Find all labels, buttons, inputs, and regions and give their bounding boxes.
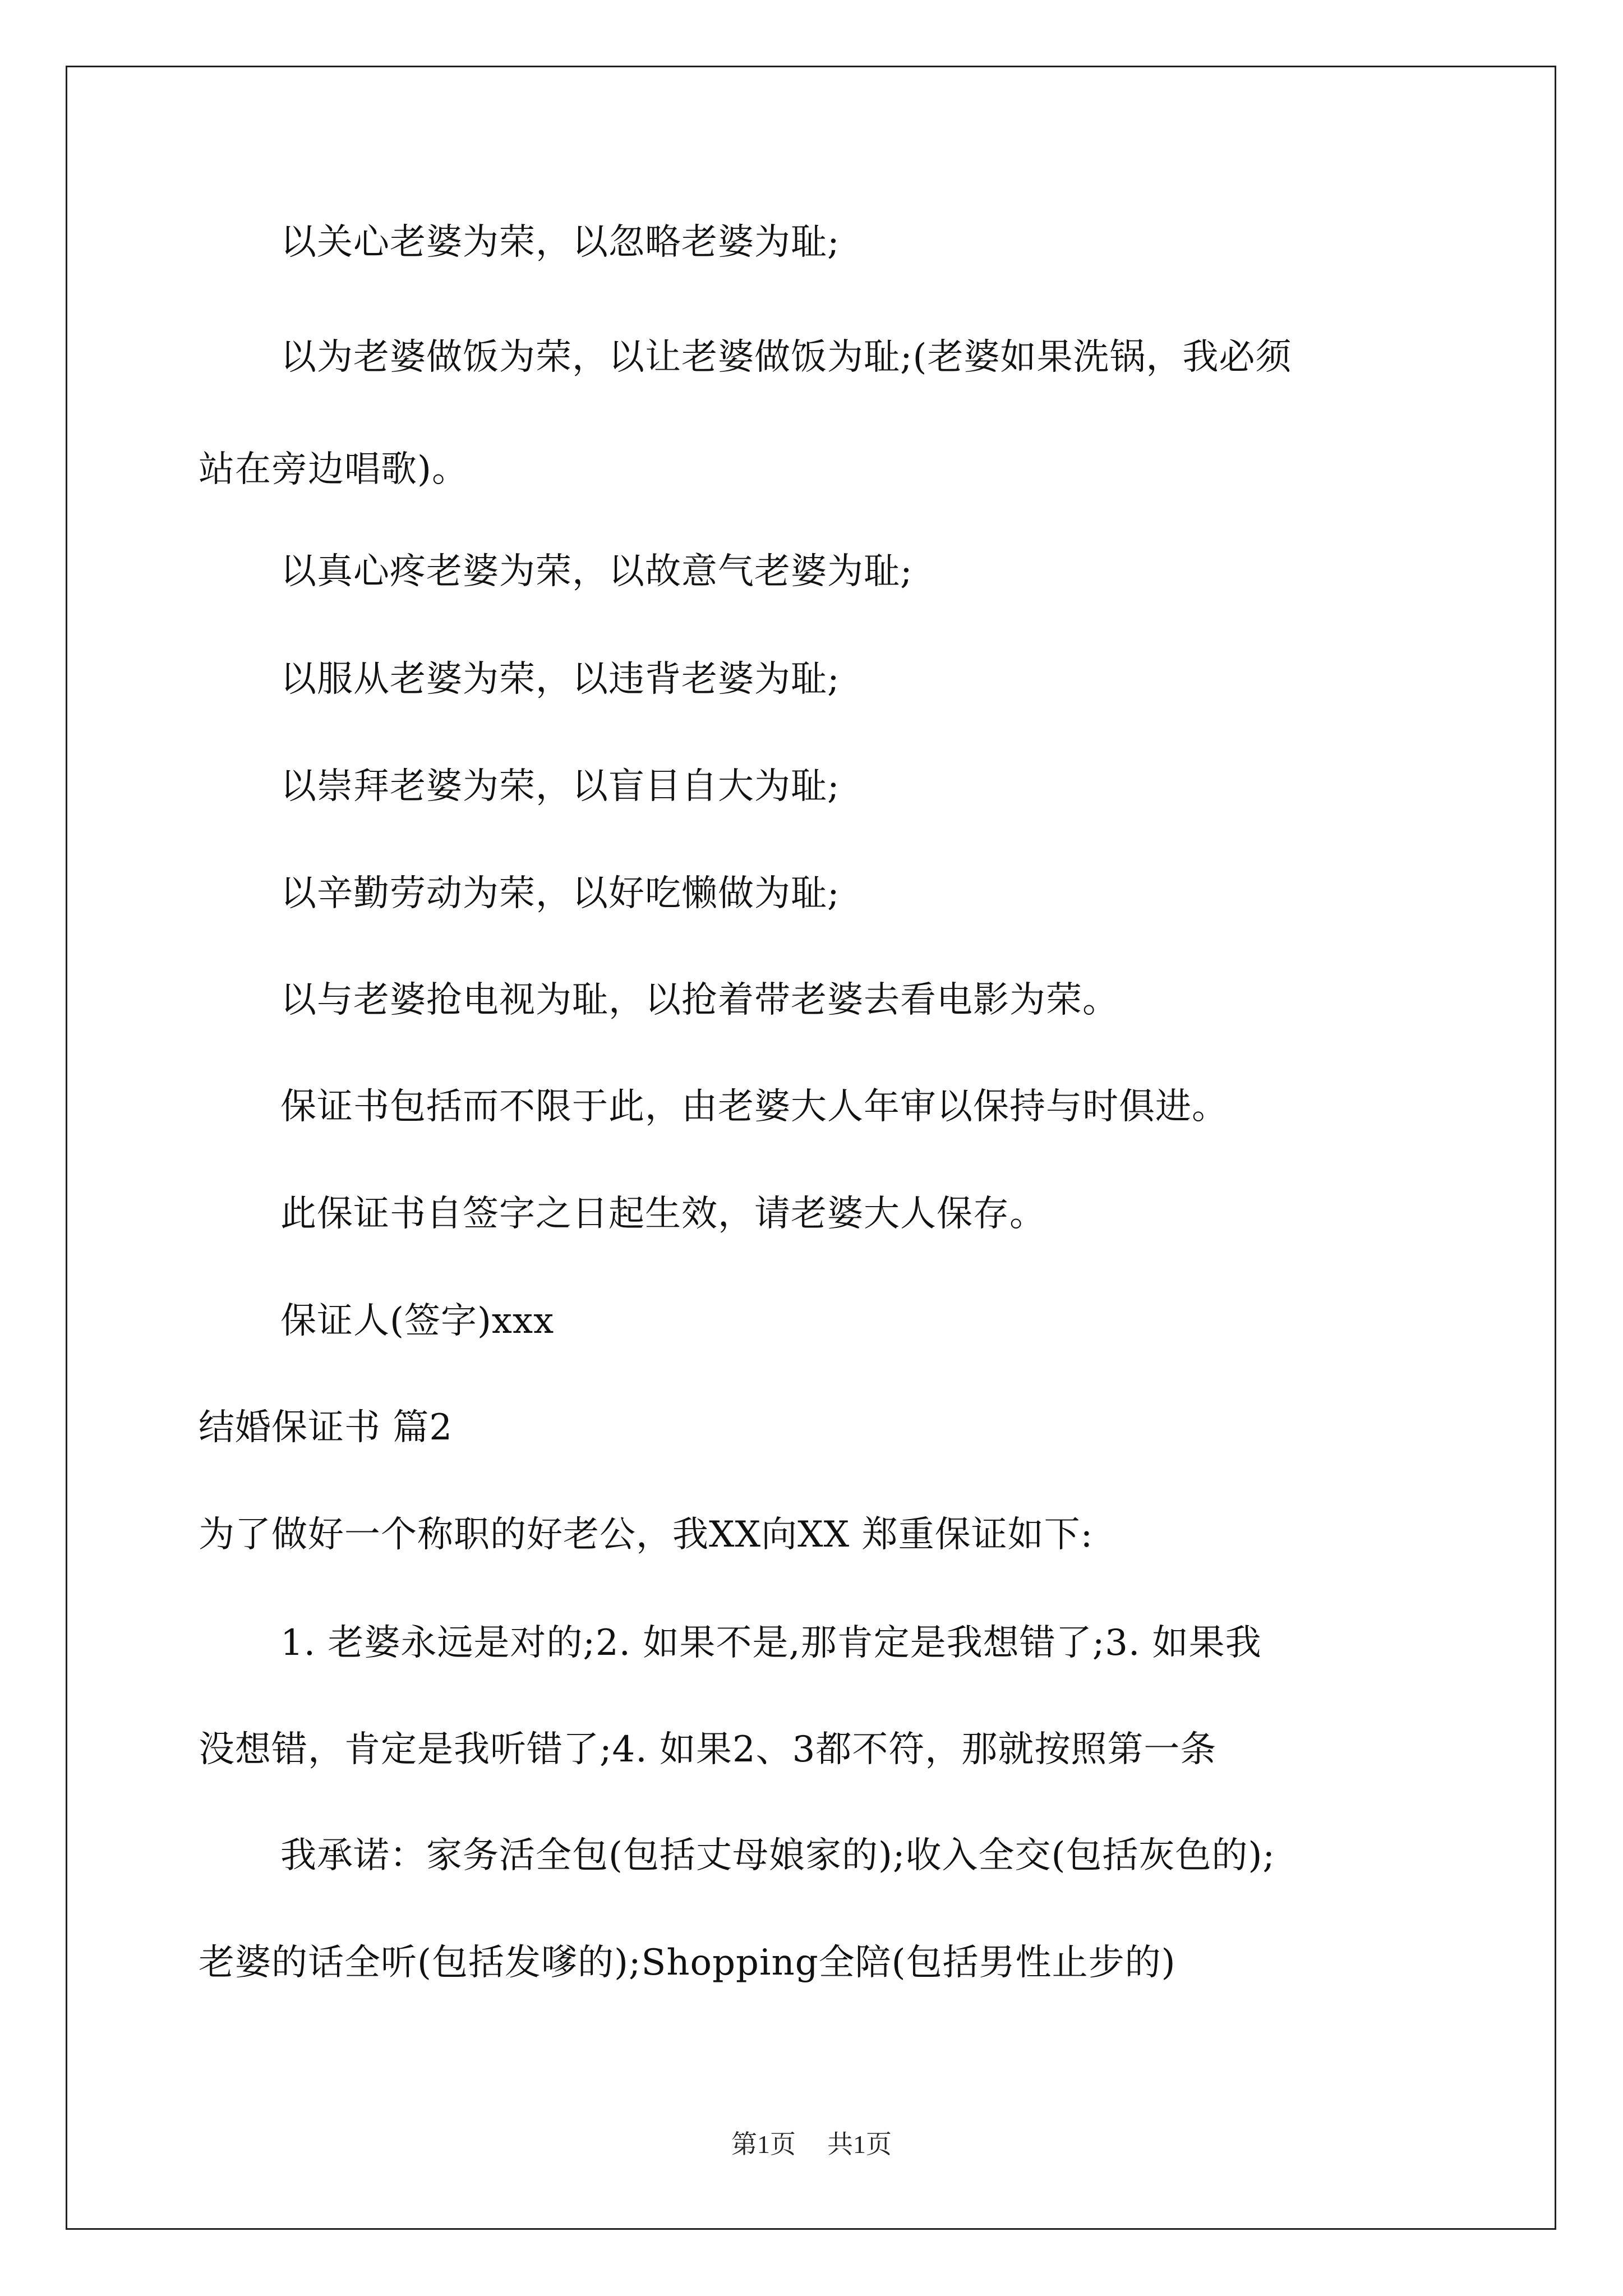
paragraph-line-17: 老婆的话全听(包括发嗲的);Shopping全陪(包括男性止步的): [199, 1942, 1176, 1984]
paragraph-line-5: 以服从老婆为荣，以违背老婆为耻;: [280, 659, 840, 700]
paragraph-line-14: 1. 老婆永远是对的;2. 如果不是,那肯定是我想错了;3. 如果我: [280, 1622, 1262, 1664]
paragraph-line-9: 保证书包括而不限于此，由老婆大人年审以保持与时俱进。: [280, 1086, 1228, 1128]
page-total: 共1页: [827, 2130, 892, 2159]
paragraph-line-7: 以辛勤劳动为荣，以好吃懒做为耻;: [280, 873, 840, 914]
paragraph-line-4: 以真心疼老婆为荣，以故意气老婆为耻;: [280, 551, 913, 592]
paragraph-line-13: 为了做好一个称职的好老公，我XX向XX 郑重保证如下:: [199, 1514, 1094, 1556]
page-border: [66, 66, 1556, 2230]
section-heading: 结婚保证书 篇2: [199, 1407, 453, 1448]
paragraph-line-10: 此保证书自签字之日起生效，请老婆大人保存。: [280, 1193, 1046, 1235]
page-footer: [0, 2128, 1623, 2161]
paragraph-line-1: 以关心老婆为荣，以忽略老婆为耻;: [280, 222, 840, 263]
page-number: 第1页: [731, 2130, 796, 2159]
paragraph-line-2: 以为老婆做饭为荣，以让老婆做饭为耻;(老婆如果洗锅，我必须: [280, 337, 1292, 378]
paragraph-line-6: 以崇拜老婆为荣，以盲目自大为耻;: [280, 766, 840, 807]
paragraph-line-15: 没想错，肯定是我听错了;4. 如果2、3都不符，那就按照第一条: [199, 1729, 1217, 1770]
paragraph-line-8: 以与老婆抢电视为耻，以抢着带老婆去看电影为荣。: [280, 979, 1119, 1021]
paragraph-line-16: 我承诺：家务活全包(包括丈母娘家的);收入全交(包括灰色的);: [280, 1835, 1275, 1876]
signature-line: 保证人(签字)xxx: [280, 1300, 555, 1342]
paragraph-line-3: 站在旁边唱歌)。: [199, 449, 468, 490]
